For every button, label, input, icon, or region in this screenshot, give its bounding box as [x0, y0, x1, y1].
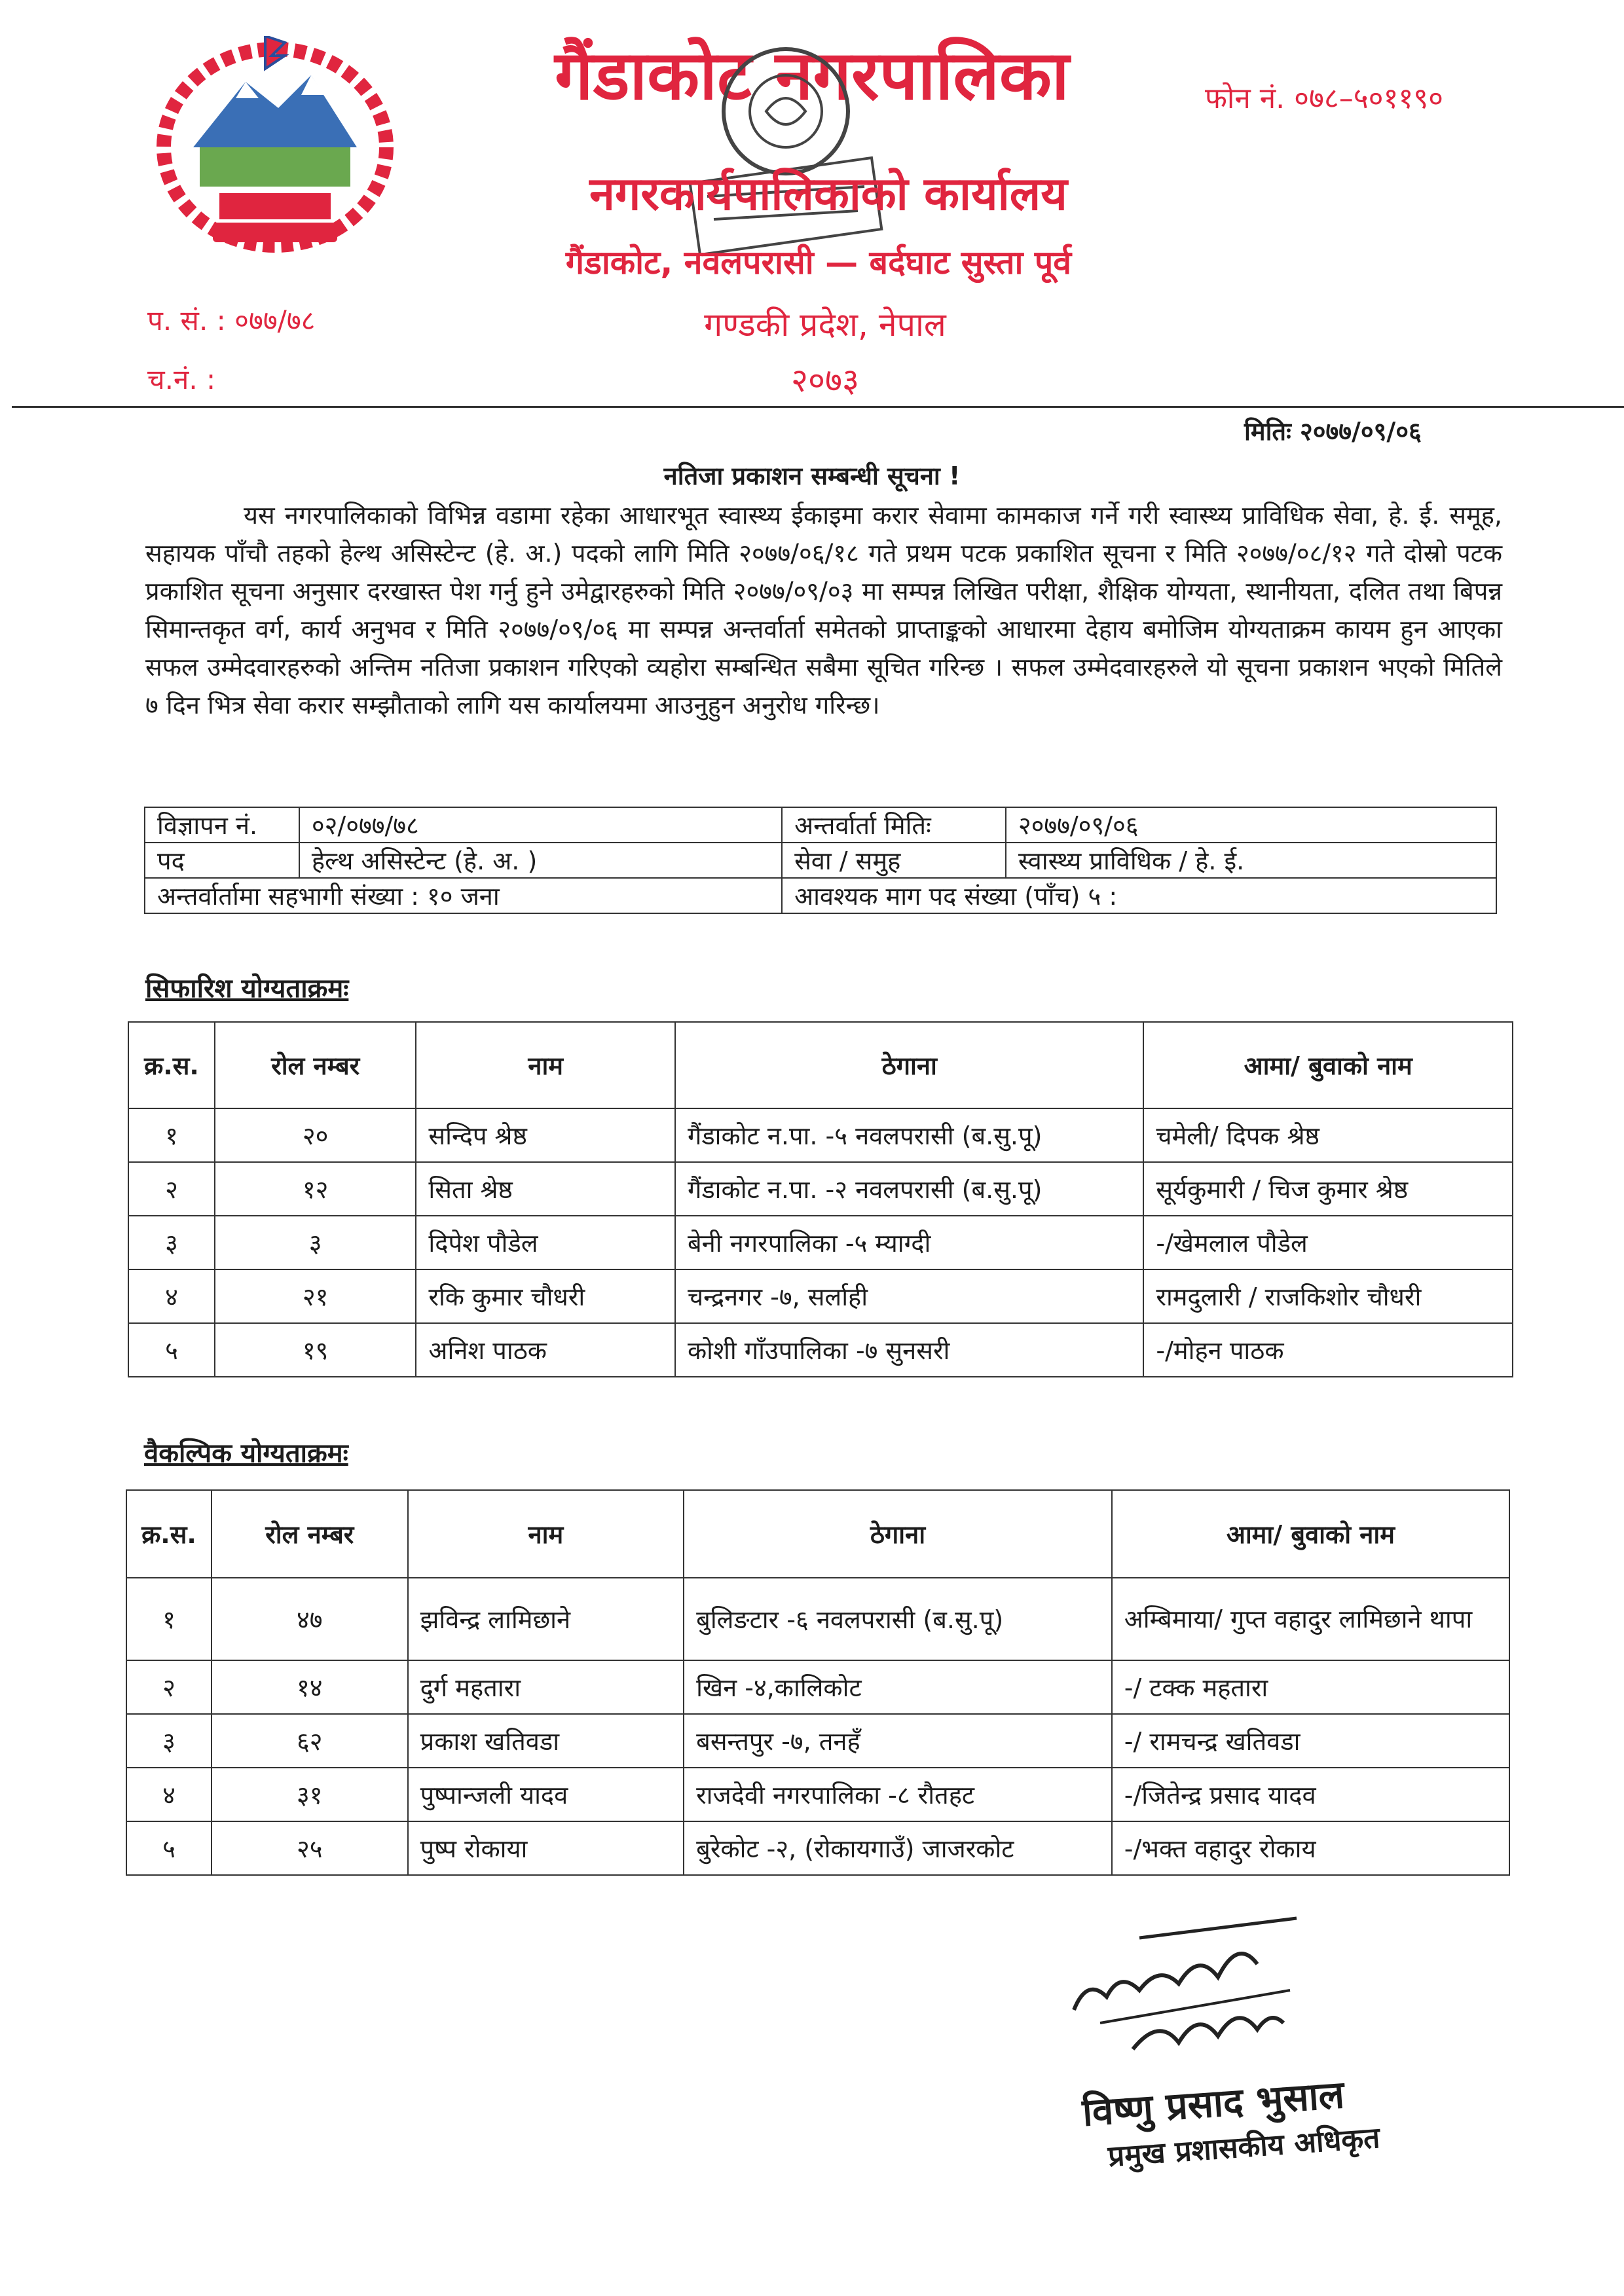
- notice-body-text: यस नगरपालिकाको विभिन्न वडामा रहेका आधारभूत स्वास्थ्य ईकाइमा करार सेवामा कामकाज गर्ने गरी स्वास्थ्य प्राविधिक सेवा, हे. ई. समूह, सहायक पाँचौ तहको हेल्थ असिस्टेन्ट (हे. अ.) पदको लागि मिति २०७७/०६/१८ गते प्रथम पटक प्रकाशित सूचना र मिति २०७७/०८/१२ गते दोस्रो पटक प्रकाशित सूचना अनुसार दरखास्त पेश गर्नु हुने उमेद्वारहरुको मिति २०७७/०९/०३ मा सम्पन्न लिखित परीक्षा, शैक्षिक योग्यता, स्थानीयता, दलित तथा बिपन्न सिमान्तकृत वर्ग, कार्य अनुभव र मिति २०७७/०९/०६ मा सम्पन्न अन्तर्वार्ता समेतको प्राप्ताङ्कको आधारमा देहाय बमोजिम योग्यताक्रम कायम हुन आएका सफल उम्मेदवारहरुको अन्तिम नतिजा प्रकाशन गरिएको व्यहोरा सम्बन्धित सबैमा सूचित गरिन्छ । सफल उम्मेदवारहरुले यो सूचना प्रकाशन भएको मितिले ७ दिन भित्र सेवा करार सम्झौताको लागि यस कार्यालयमा आउनुहुन अनुरोध गरिन्छ।: [145, 501, 1502, 720]
- ad-number: ०२/०७७/७८: [299, 807, 782, 843]
- col-sn: क्र.स.: [126, 1490, 212, 1578]
- row-parents: -/ टक्क महतारा: [1112, 1660, 1509, 1714]
- row-parents: अम्बिमाया/ गुप्त वहादुर लामिछाने थापा: [1112, 1578, 1509, 1660]
- table-row: [128, 1162, 1513, 1216]
- notice-body: [145, 496, 1502, 724]
- row-sn: ५: [128, 1323, 215, 1377]
- col-sn: क्र.स.: [128, 1022, 215, 1108]
- row-sn: २: [128, 1162, 215, 1216]
- row-address: खिन -४,कालिकोट: [684, 1660, 1112, 1714]
- col-roll: रोल नम्बर: [212, 1490, 408, 1578]
- row-address: बुलिङटार -६ नवलपरासी (ब.सु.पू): [684, 1578, 1112, 1660]
- row-roll: ३१: [212, 1768, 408, 1821]
- ad-number-label: विज्ञापन नं.: [145, 807, 299, 843]
- signatory-name: विष्णु प्रसाद भुसाल: [1080, 2072, 1346, 2135]
- org-name: गैंडाकोट नगरपालिका: [555, 35, 1069, 115]
- col-address: ठेगाना: [675, 1022, 1143, 1108]
- row-sn: ५: [126, 1821, 212, 1875]
- row-roll: २५: [212, 1821, 408, 1875]
- signatory-designation: प्रमुख प्रशासकीय अधिकृत: [1107, 2121, 1381, 2174]
- row-address: कोशी गाँउपालिका -७ सुनसरी: [675, 1323, 1143, 1377]
- row-name: पुष्पान्जली यादव: [408, 1768, 684, 1821]
- row-name: दिपेश पौडेल: [416, 1216, 675, 1269]
- table-row: [128, 1216, 1513, 1269]
- table-row: [126, 1660, 1509, 1714]
- alternate-section-title: वैकल्पिक योग्यताक्रमः: [144, 1438, 348, 1468]
- interview-date-label: अन्तर्वार्ता मितिः: [782, 807, 1006, 843]
- recommended-section-title: सिफारिश योग्यताक्रमः: [145, 974, 349, 1004]
- row-roll: ६२: [212, 1714, 408, 1768]
- col-parents: आमा/ बुवाको नाम: [1112, 1490, 1509, 1578]
- table-row: [128, 1323, 1513, 1377]
- row-address: बुरेकोट -२, (रोकायगाउँ) जाजरकोट: [684, 1821, 1112, 1875]
- row-address: चन्द्रनगर -७, सर्लाही: [675, 1269, 1143, 1323]
- row-roll: ४७: [212, 1578, 408, 1660]
- row-roll: ३: [215, 1216, 416, 1269]
- row-sn: ३: [126, 1714, 212, 1768]
- interview-participants: अन्तर्वार्तामा सहभागी संख्या : १० जना: [145, 878, 782, 913]
- row-sn: २: [126, 1660, 212, 1714]
- nepal-emblem-icon: [147, 36, 403, 255]
- table-row: [126, 1768, 1509, 1821]
- row-name: अनिश पाठक: [416, 1323, 675, 1377]
- established-year: २०७३: [791, 361, 859, 399]
- table-row: [126, 1714, 1509, 1768]
- row-sn: १: [126, 1578, 212, 1660]
- row-parents: -/खेमलाल पौडेल: [1143, 1216, 1513, 1269]
- row-roll: १२: [215, 1162, 416, 1216]
- table-row: [128, 1108, 1513, 1162]
- post-label: पद: [145, 843, 299, 878]
- table-row: [126, 1821, 1509, 1875]
- row-parents: -/भक्त वहादुर रोकाय: [1112, 1821, 1509, 1875]
- notice-subject: नतिजा प्रकाशन सम्बन्धी सूचना !: [663, 462, 961, 490]
- row-name: दुर्ग महतारा: [408, 1660, 684, 1714]
- row-name: सन्दिप श्रेष्ठ: [416, 1108, 675, 1162]
- col-name: नाम: [416, 1022, 675, 1108]
- row-parents: -/ रामचन्द्र खतिवडा: [1112, 1714, 1509, 1768]
- row-address: गैंडाकोट न.पा. -२ नवलपरासी (ब.सु.पू): [675, 1162, 1143, 1216]
- row-roll: २१: [215, 1269, 416, 1323]
- row-name: झविन्द्र लामिछाने: [408, 1578, 684, 1660]
- row-roll: २०: [215, 1108, 416, 1162]
- row-parents: चमेली/ दिपक श्रेष्ठ: [1143, 1108, 1513, 1162]
- table-row: [128, 1269, 1513, 1323]
- row-name: पुष्प रोकाया: [408, 1821, 684, 1875]
- notice-date: मितिः २०७७/०९/०६: [1244, 417, 1422, 446]
- col-address: ठेगाना: [684, 1490, 1112, 1578]
- row-sn: ३: [128, 1216, 215, 1269]
- row-name: रकि कुमार चौधरी: [416, 1269, 675, 1323]
- signature-icon: [1061, 1912, 1310, 2075]
- vacancy-info-table: [144, 807, 1497, 914]
- header-divider: [12, 406, 1624, 408]
- row-name: सिता श्रेष्ठ: [416, 1162, 675, 1216]
- office-name: नगरकार्यपालिकाको कार्यालय: [589, 167, 1067, 221]
- row-roll: १४: [212, 1660, 408, 1714]
- reference-number: प. सं. : ०७७/७८: [147, 304, 316, 337]
- row-parents: -/जितेन्द्र प्रसाद यादव: [1112, 1768, 1509, 1821]
- row-address: गैंडाकोट न.पा. -५ नवलपरासी (ब.सु.पू): [675, 1108, 1143, 1162]
- dispatch-number: च.नं. :: [147, 363, 216, 395]
- col-parents: आमा/ बुवाको नाम: [1143, 1022, 1513, 1108]
- service-value: स्वास्थ्य प्राविधिक / हे. ई.: [1006, 843, 1496, 878]
- row-sn: ४: [126, 1768, 212, 1821]
- row-name: प्रकाश खतिवडा: [408, 1714, 684, 1768]
- address-line-2: गण्डकी प्रदेश, नेपाल: [704, 306, 946, 344]
- row-parents: सूर्यकुमारी / चिज कुमार श्रेष्ठ: [1143, 1162, 1513, 1216]
- address-line-1: गैंडाकोट, नवलपरासी — बर्दघाट सुस्ता पूर्व: [565, 244, 1072, 282]
- required-posts: आवश्यक माग पद संख्या (पाँच) ५ :: [782, 878, 1496, 913]
- row-address: राजदेवी नगरपालिका -८ रौतहट: [684, 1768, 1112, 1821]
- interview-date: २०७७/०९/०६: [1006, 807, 1496, 843]
- row-roll: १९: [215, 1323, 416, 1377]
- service-label: सेवा / समुह: [782, 843, 1006, 878]
- row-address: बेनी नगरपालिका -५ म्याग्दी: [675, 1216, 1143, 1269]
- row-sn: १: [128, 1108, 215, 1162]
- table-row: [126, 1578, 1509, 1660]
- row-address: बसन्तपुर -७, तनहँ: [684, 1714, 1112, 1768]
- post-value: हेल्थ असिस्टेन्ट (हे. अ. ): [299, 843, 782, 878]
- col-roll: रोल नम्बर: [215, 1022, 416, 1108]
- col-name: नाम: [408, 1490, 684, 1578]
- row-parents: -/मोहन पाठक: [1143, 1323, 1513, 1377]
- phone-number: फोन नं. ०७८–५०११९०: [1205, 82, 1444, 115]
- recommended-table: [128, 1021, 1513, 1377]
- row-sn: ४: [128, 1269, 215, 1323]
- alternate-table: [126, 1489, 1510, 1876]
- row-parents: रामदुलारी / राजकिशोर चौधरी: [1143, 1269, 1513, 1323]
